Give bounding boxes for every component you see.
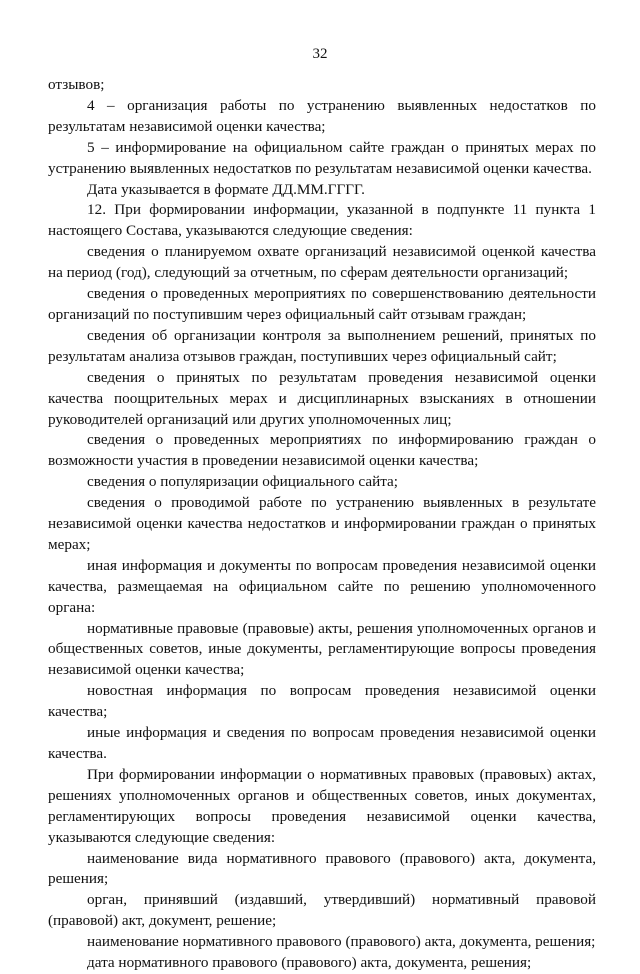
paragraph: наименование вида нормативного правового (правового) акта, документа, решения; — [48, 849, 596, 888]
paragraph: дата нормативного правового (правового) акта, документа, решения; — [87, 954, 532, 972]
paragraph: сведения о проводимой работе по устранению выявленных в результате независимой оценки качества недостатков и информировании граждан о принятых мерах; — [48, 494, 596, 553]
paragraph: сведения о проведенных мероприятиях по информированию граждан о возможности участия в проведении независимой оценки качества; — [48, 431, 596, 470]
paragraph: Дата указывается в формате ДД.ММ.ГГГГ. — [87, 180, 365, 198]
paragraph: новостная информация по вопросам проведения независимой оценки качества; — [48, 682, 596, 721]
paragraph: наименование нормативного правового (правового) акта, документа, решения; — [87, 933, 596, 951]
paragraph: сведения о планируемом охвате организаций независимой оценкой качества на период (год), следующий за отчетным, по сферам деятельности организаций; — [48, 243, 596, 282]
document-body — [48, 75, 596, 974]
paragraph: 5 – информирование на официальном сайте граждан о принятых мерах по устранению выявленных недостатков по результатам независимой оценки качества. — [48, 138, 596, 177]
paragraph: сведения о принятых по результатам проведения независимой оценки качества поощрительных мерах и дисциплинарных взысканиях в отношении руководителей организаций или других уполномоченных лиц; — [48, 368, 596, 428]
paragraph: сведения о проведенных мероприятиях по совершенствованию деятельности организаций по поступившим через официальный сайт отзывам граждан; — [48, 285, 596, 323]
paragraph: иные информация и сведения по вопросам проведения независимой оценки качества. — [48, 724, 596, 762]
paragraph: иная информация и документы по вопросам проведения независимой оценки качества, размещаемая на официальном сайте по решению уполномоченного органа: — [48, 556, 596, 616]
paragraph: сведения о популяризации официального сайта; — [87, 473, 398, 491]
paragraph: При формировании информации о нормативных правовых (правовых) актах, решениях уполномоченных органов и общественных советов, иных документах, регламентирующих вопросы проведения независимой оценки качества, указываются следующие сведения: — [48, 765, 596, 846]
paragraph: 12. При формировании информации, указанной в подпункте 11 пункта 1 настоящего Состава, указываются следующие сведения: — [48, 201, 596, 240]
paragraph: нормативные правовые (правовые) акты, решения уполномоченных органов и общественных советов, иные документы, регламентирующие вопросы проведения независимой оценки качества; — [48, 619, 596, 679]
paragraph: отзывов; — [48, 76, 105, 93]
paragraph: сведения об организации контроля за выполнением решений, принятых по результатам анализа отзывов граждан, поступивших через официальный сайт; — [48, 326, 596, 365]
paragraph: 4 – организация работы по устранению выявленных недостатков по результатам независимой оценки качества; — [48, 96, 596, 135]
paragraph: орган, принявший (издавший, утвердивший) нормативный правовой (правовой) акт, документ, решение; — [48, 891, 596, 930]
page-number: 32 — [312, 46, 328, 62]
